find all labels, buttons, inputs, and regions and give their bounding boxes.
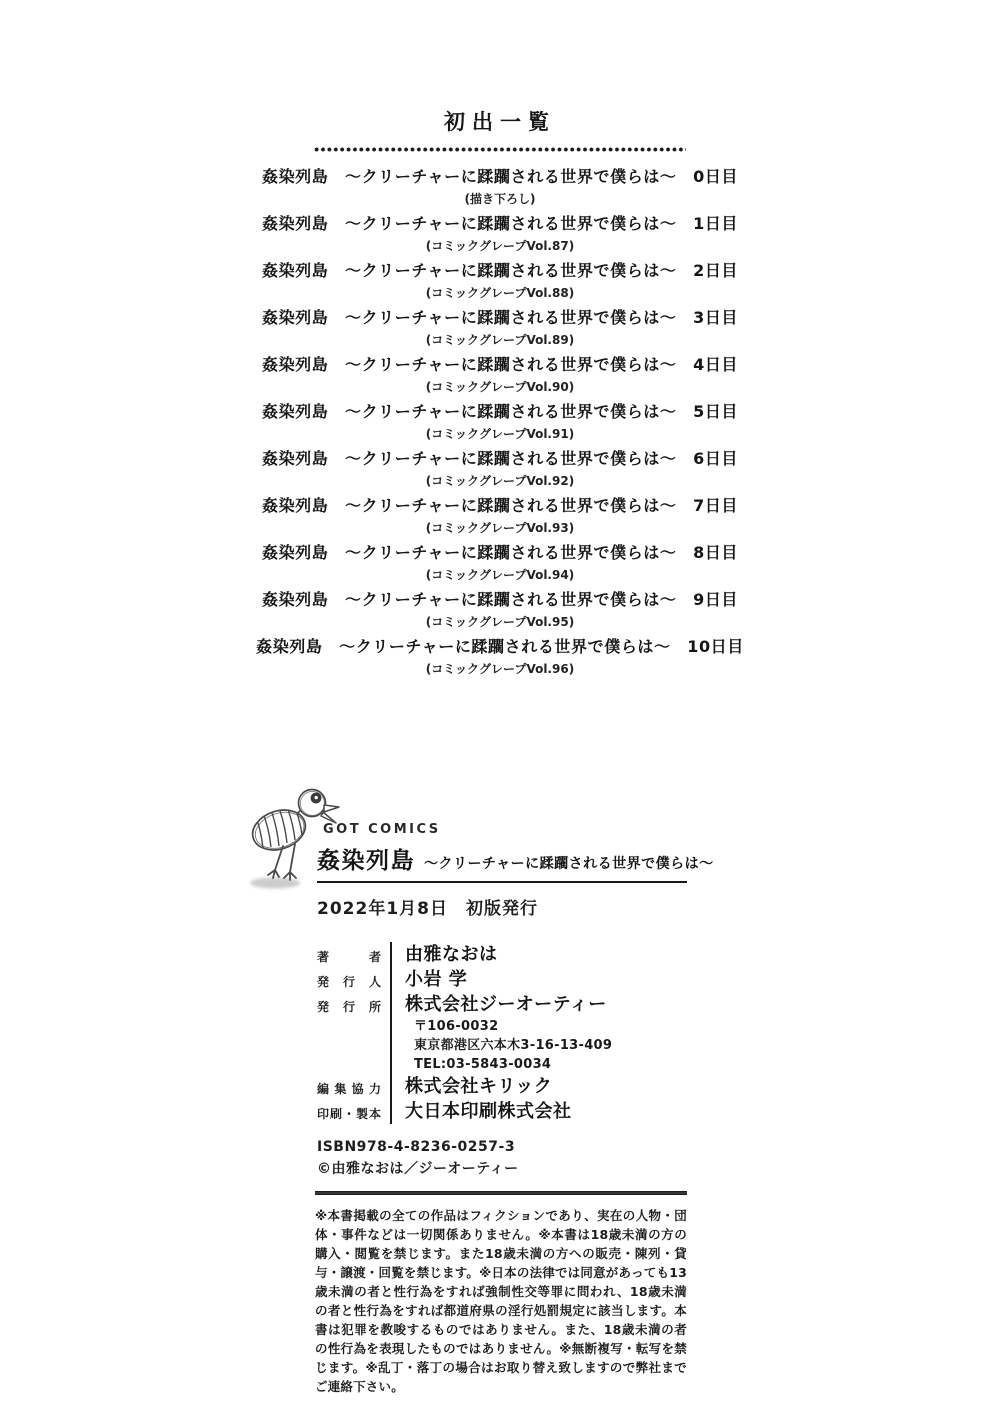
credit-label: 印刷・製本 bbox=[317, 1107, 381, 1121]
credit-row-publishing-house bbox=[317, 992, 687, 1074]
publication-entry bbox=[0, 165, 1000, 209]
publication-entry bbox=[0, 212, 1000, 256]
address-line: 東京都港区六本木3-16-13-409 bbox=[414, 1038, 613, 1053]
entry-title: 姦染列島 〜クリーチャーに蹂躙される世界で僕らは〜 1日目 bbox=[261, 214, 739, 233]
credit-value-cell bbox=[390, 1099, 687, 1124]
book-title: 姦染列島 bbox=[317, 848, 415, 874]
credit-label: 発行所 bbox=[317, 1000, 381, 1014]
publication-entry bbox=[0, 494, 1000, 538]
credit-row-printing bbox=[317, 1099, 687, 1124]
credit-value: 大日本印刷株式会社 bbox=[405, 1101, 572, 1122]
credit-label: 編集協力 bbox=[317, 1082, 381, 1096]
entry-title: 姦染列島 〜クリーチャーに蹂躙される世界で僕らは〜 7日目 bbox=[261, 496, 739, 515]
disclaimer-text: ※本書掲載の全ての作品はフィクションであり、実在の人物・団体・事件などは一切関係ありません。※本書は18歳未満の方の購入・閲覧を禁じます。また18歳未満の方への販売・陳列・貸与・譲渡・回覧を禁じます。※日本の法律では同意があっても13歳未満の者と性行為をすれば強制性交等罪に問われ、18歳未満の者と性行為をすれば都道府県の淫行処罰規定に該当します。本書は犯罪を教唆するものではありません。また、18歳未満の者の性行為を表現したものではありません。※無断複写・転写を禁じます。※乱丁・落丁の場合はお取り替え致しますので弊社までご連絡下さい。 bbox=[315, 1208, 687, 1394]
credit-label: 発行人 bbox=[317, 975, 381, 989]
entry-source: (描き下ろし) bbox=[464, 192, 536, 206]
credit-value-cell bbox=[390, 992, 687, 1074]
publication-entry bbox=[0, 400, 1000, 444]
credit-value-cell bbox=[390, 1074, 687, 1099]
entry-title: 姦染列島 〜クリーチャーに蹂躙される世界で僕らは〜 10日目 bbox=[256, 637, 744, 656]
entry-title: 姦染列島 〜クリーチャーに蹂躙される世界で僕らは〜 4日目 bbox=[261, 355, 739, 374]
entry-title: 姦染列島 〜クリーチャーに蹂躙される世界で僕らは〜 2日目 bbox=[261, 261, 739, 280]
address-phone: TEL:03-5843-0034 bbox=[414, 1057, 552, 1072]
publication-entry bbox=[0, 353, 1000, 397]
entry-source: (コミックグレープVol.96) bbox=[425, 662, 575, 676]
entry-source: (コミックグレープVol.94) bbox=[425, 568, 575, 582]
credit-value-cell bbox=[390, 967, 687, 992]
edition-date: 2022年1月8日 初版発行 bbox=[317, 899, 538, 919]
book-title-row bbox=[317, 842, 714, 883]
entry-source: (コミックグレープVol.95) bbox=[425, 615, 575, 629]
imprint-label: GOT COMICS bbox=[323, 822, 441, 837]
publication-entry bbox=[0, 447, 1000, 491]
publisher-address-block bbox=[414, 1017, 687, 1074]
credit-value-cell bbox=[390, 942, 687, 967]
entry-title: 姦染列島 〜クリーチャーに蹂躙される世界で僕らは〜 9日目 bbox=[261, 590, 739, 609]
publication-entry bbox=[0, 588, 1000, 632]
publication-entry bbox=[0, 541, 1000, 585]
publication-entry bbox=[0, 635, 1000, 679]
credits-table bbox=[317, 942, 687, 1124]
credit-value: 株式会社キリック bbox=[405, 1076, 553, 1097]
entry-title: 姦染列島 〜クリーチャーに蹂躙される世界で僕らは〜 5日目 bbox=[261, 402, 739, 421]
credit-value: 由雅なおは bbox=[405, 944, 498, 965]
isbn: ISBN978-4-8236-0257-3 bbox=[317, 1139, 516, 1155]
publication-entry bbox=[0, 259, 1000, 303]
entry-source: (コミックグレープVol.90) bbox=[425, 380, 575, 394]
colophon-block bbox=[315, 822, 714, 1396]
credit-row-publisher-person bbox=[317, 967, 687, 992]
divider-rule bbox=[315, 1191, 687, 1195]
entry-title: 姦染列島 〜クリーチャーに蹂躙される世界で僕らは〜 3日目 bbox=[261, 308, 739, 327]
credit-label: 著者 bbox=[317, 950, 381, 964]
copyright: ©由雅なおは／ジーオーティー bbox=[317, 1161, 519, 1177]
publication-entry bbox=[0, 306, 1000, 350]
entry-source: (コミックグレープVol.88) bbox=[425, 286, 575, 300]
address-postal-code: 〒106-0032 bbox=[414, 1019, 499, 1034]
entry-source: (コミックグレープVol.91) bbox=[425, 427, 575, 441]
bird-logo-icon bbox=[245, 780, 340, 892]
entry-title: 姦染列島 〜クリーチャーに蹂躙される世界で僕らは〜 6日目 bbox=[261, 449, 739, 468]
entry-source: (コミックグレープVol.87) bbox=[425, 239, 575, 253]
entry-source: (コミックグレープVol.89) bbox=[425, 333, 575, 347]
first-publication-heading: 初出一覧 bbox=[444, 110, 556, 134]
credit-value: 株式会社ジーオーティー bbox=[405, 994, 607, 1015]
entry-title: 姦染列島 〜クリーチャーに蹂躙される世界で僕らは〜 8日目 bbox=[261, 543, 739, 562]
entry-source: (コミックグレープVol.93) bbox=[425, 521, 575, 535]
credit-row-author bbox=[317, 942, 687, 967]
dotted-divider bbox=[314, 147, 686, 152]
first-publication-list bbox=[0, 106, 1000, 682]
entry-source: (コミックグレープVol.92) bbox=[425, 474, 575, 488]
entry-title: 姦染列島 〜クリーチャーに蹂躙される世界で僕らは〜 0日目 bbox=[261, 167, 739, 186]
credit-row-editing bbox=[317, 1074, 687, 1099]
book-subtitle: 〜クリーチャーに蹂躙される世界で僕らは〜 bbox=[424, 856, 714, 872]
credit-value: 小岩 学 bbox=[405, 969, 468, 990]
